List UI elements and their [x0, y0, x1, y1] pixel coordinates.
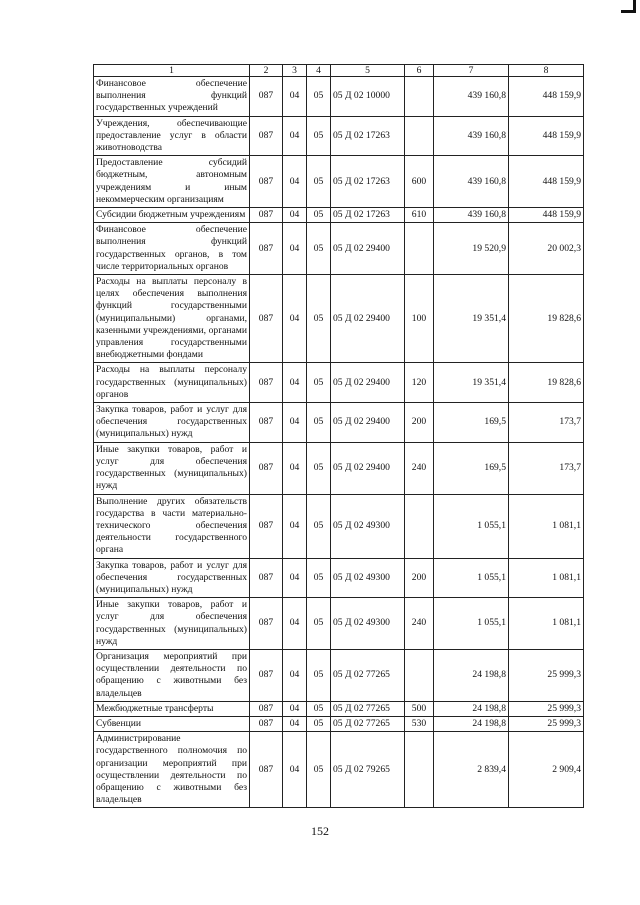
- subsection-code: 05: [307, 223, 331, 275]
- admin-code: 087: [250, 403, 283, 443]
- subsection-code: 05: [307, 363, 331, 403]
- subsection-code: 05: [307, 442, 331, 494]
- section-code: 04: [283, 442, 307, 494]
- budget-table: [93, 64, 584, 808]
- column-header: 6: [405, 65, 434, 77]
- expense-type-code: 530: [405, 716, 434, 731]
- admin-code: 087: [250, 208, 283, 223]
- subsection-code: 05: [307, 558, 331, 598]
- target-article-code: 05 Д 02 49300: [331, 494, 405, 558]
- admin-code: 087: [250, 716, 283, 731]
- amount-year-2: 2 909,4: [509, 732, 584, 808]
- section-code: 04: [283, 116, 307, 156]
- table-row: [94, 732, 584, 808]
- admin-code: 087: [250, 275, 283, 363]
- column-header: 3: [283, 65, 307, 77]
- subsection-code: 05: [307, 494, 331, 558]
- column-header: 8: [509, 65, 584, 77]
- subsection-code: 05: [307, 275, 331, 363]
- section-code: 04: [283, 716, 307, 731]
- expense-type-code: [405, 732, 434, 808]
- subsection-code: 05: [307, 598, 331, 650]
- subsection-code: 05: [307, 403, 331, 443]
- admin-code: 087: [250, 156, 283, 208]
- table-row: [94, 275, 584, 363]
- amount-year-2: 25 999,3: [509, 716, 584, 731]
- row-name: Закупка товаров, работ и услуг для обеспечения государственных (муниципальных) нужд: [94, 403, 250, 443]
- page-number: 152: [311, 824, 329, 838]
- subsection-code: 05: [307, 701, 331, 716]
- amount-year-2: 1 081,1: [509, 598, 584, 650]
- target-article-code: 05 Д 02 29400: [331, 442, 405, 494]
- target-article-code: 05 Д 02 17263: [331, 156, 405, 208]
- admin-code: 087: [250, 732, 283, 808]
- expense-type-code: [405, 77, 434, 117]
- section-code: 04: [283, 275, 307, 363]
- amount-year-1: 1 055,1: [434, 494, 509, 558]
- amount-year-1: 169,5: [434, 403, 509, 443]
- row-name: Закупка товаров, работ и услуг для обеспечения государственных (муниципальных) нужд: [94, 558, 250, 598]
- section-code: 04: [283, 494, 307, 558]
- section-code: 04: [283, 223, 307, 275]
- row-name: Субсидии бюджетным учреждениям: [94, 208, 250, 223]
- expense-type-code: 600: [405, 156, 434, 208]
- amount-year-2: 25 999,3: [509, 649, 584, 701]
- row-name: Иные закупки товаров, работ и услуг для обеспечения государственных (муниципальных) нужд: [94, 442, 250, 494]
- section-code: 04: [283, 598, 307, 650]
- row-name: Учреждения, обеспечивающие предоставление услуг в области животноводства: [94, 116, 250, 156]
- admin-code: 087: [250, 649, 283, 701]
- amount-year-1: 19 520,9: [434, 223, 509, 275]
- column-header: 1: [94, 65, 250, 77]
- table-row: [94, 403, 584, 443]
- table-row: [94, 558, 584, 598]
- expense-type-code: 120: [405, 363, 434, 403]
- row-name: Расходы на выплаты персоналу государственных (муниципальных) органов: [94, 363, 250, 403]
- admin-code: 087: [250, 223, 283, 275]
- target-article-code: 05 Д 02 17263: [331, 208, 405, 223]
- row-name: Расходы на выплаты персоналу в целях обеспечения выполнения функций государственными (муниципальными) органами, казенными учреждениями, органами управления государственными внебюджетными фондами: [94, 275, 250, 363]
- amount-year-1: 24 198,8: [434, 716, 509, 731]
- expense-type-code: [405, 116, 434, 156]
- amount-year-1: 439 160,8: [434, 156, 509, 208]
- section-code: 04: [283, 156, 307, 208]
- admin-code: 087: [250, 494, 283, 558]
- amount-year-1: 439 160,8: [434, 208, 509, 223]
- table-row: [94, 649, 584, 701]
- amount-year-1: 169,5: [434, 442, 509, 494]
- amount-year-2: 19 828,6: [509, 363, 584, 403]
- subsection-code: 05: [307, 77, 331, 117]
- target-article-code: 05 Д 02 79265: [331, 732, 405, 808]
- expense-type-code: 500: [405, 701, 434, 716]
- expense-type-code: [405, 494, 434, 558]
- section-code: 04: [283, 77, 307, 117]
- target-article-code: 05 Д 02 77265: [331, 649, 405, 701]
- scan-corner-mark: [621, 0, 636, 13]
- subsection-code: 05: [307, 649, 331, 701]
- column-header: 4: [307, 65, 331, 77]
- amount-year-2: 448 159,9: [509, 77, 584, 117]
- subsection-code: 05: [307, 208, 331, 223]
- expense-type-code: 200: [405, 403, 434, 443]
- column-header: 2: [250, 65, 283, 77]
- amount-year-2: 20 002,3: [509, 223, 584, 275]
- amount-year-2: 19 828,6: [509, 275, 584, 363]
- expense-type-code: 240: [405, 442, 434, 494]
- amount-year-2: 448 159,9: [509, 208, 584, 223]
- section-code: 04: [283, 208, 307, 223]
- target-article-code: 05 Д 02 29400: [331, 363, 405, 403]
- table-row: [94, 116, 584, 156]
- amount-year-1: 439 160,8: [434, 116, 509, 156]
- admin-code: 087: [250, 598, 283, 650]
- admin-code: 087: [250, 701, 283, 716]
- row-name: Организация мероприятий при осуществлении деятельности по обращению с животными без владельцев: [94, 649, 250, 701]
- table-row: [94, 598, 584, 650]
- amount-year-1: 19 351,4: [434, 363, 509, 403]
- table-header-row: [94, 65, 584, 77]
- section-code: 04: [283, 649, 307, 701]
- table-row: [94, 442, 584, 494]
- section-code: 04: [283, 558, 307, 598]
- amount-year-2: 1 081,1: [509, 494, 584, 558]
- subsection-code: 05: [307, 716, 331, 731]
- row-name: Финансовое обеспечение выполнения функций государственных учреждений: [94, 77, 250, 117]
- table-row: [94, 223, 584, 275]
- row-name: Предоставление субсидий бюджетным, автономным учреждениям и иным некоммерческим организациям: [94, 156, 250, 208]
- section-code: 04: [283, 403, 307, 443]
- expense-type-code: 200: [405, 558, 434, 598]
- expense-type-code: 100: [405, 275, 434, 363]
- target-article-code: 05 Д 02 77265: [331, 716, 405, 731]
- amount-year-2: 173,7: [509, 442, 584, 494]
- column-header: 7: [434, 65, 509, 77]
- expense-type-code: [405, 223, 434, 275]
- amount-year-1: 439 160,8: [434, 77, 509, 117]
- expense-type-code: 240: [405, 598, 434, 650]
- amount-year-2: 1 081,1: [509, 558, 584, 598]
- target-article-code: 05 Д 02 29400: [331, 223, 405, 275]
- target-article-code: 05 Д 02 10000: [331, 77, 405, 117]
- admin-code: 087: [250, 363, 283, 403]
- row-name: Субвенции: [94, 716, 250, 731]
- row-name: Финансовое обеспечение выполнения функций государственных органов, в том числе территориальных органов: [94, 223, 250, 275]
- expense-type-code: 610: [405, 208, 434, 223]
- section-code: 04: [283, 363, 307, 403]
- amount-year-1: 19 351,4: [434, 275, 509, 363]
- table-row: [94, 494, 584, 558]
- subsection-code: 05: [307, 156, 331, 208]
- target-article-code: 05 Д 02 29400: [331, 403, 405, 443]
- subsection-code: 05: [307, 732, 331, 808]
- section-code: 04: [283, 732, 307, 808]
- amount-year-1: 1 055,1: [434, 558, 509, 598]
- table-row: [94, 716, 584, 731]
- row-name: Выполнение других обязательств государства в части материально-технического обеспечения деятельности государственного органа: [94, 494, 250, 558]
- table-row: [94, 701, 584, 716]
- target-article-code: 05 Д 02 49300: [331, 558, 405, 598]
- column-header: 5: [331, 65, 405, 77]
- admin-code: 087: [250, 77, 283, 117]
- amount-year-1: 24 198,8: [434, 701, 509, 716]
- subsection-code: 05: [307, 116, 331, 156]
- table-row: [94, 77, 584, 117]
- target-article-code: 05 Д 02 77265: [331, 701, 405, 716]
- expense-type-code: [405, 649, 434, 701]
- target-article-code: 05 Д 02 49300: [331, 598, 405, 650]
- admin-code: 087: [250, 442, 283, 494]
- admin-code: 087: [250, 116, 283, 156]
- amount-year-1: 1 055,1: [434, 598, 509, 650]
- row-name: Администрирование государственного полномочия по организации мероприятий при осуществлении деятельности по обращению с животными без владельцев: [94, 732, 250, 808]
- table-row: [94, 208, 584, 223]
- amount-year-1: 24 198,8: [434, 649, 509, 701]
- admin-code: 087: [250, 558, 283, 598]
- section-code: 04: [283, 701, 307, 716]
- table-row: [94, 156, 584, 208]
- amount-year-2: 448 159,9: [509, 156, 584, 208]
- amount-year-2: 448 159,9: [509, 116, 584, 156]
- table-row: [94, 363, 584, 403]
- target-article-code: 05 Д 02 17263: [331, 116, 405, 156]
- amount-year-2: 173,7: [509, 403, 584, 443]
- amount-year-1: 2 839,4: [434, 732, 509, 808]
- row-name: Иные закупки товаров, работ и услуг для обеспечения государственных (муниципальных) нужд: [94, 598, 250, 650]
- row-name: Межбюджетные трансферты: [94, 701, 250, 716]
- target-article-code: 05 Д 02 29400: [331, 275, 405, 363]
- amount-year-2: 25 999,3: [509, 701, 584, 716]
